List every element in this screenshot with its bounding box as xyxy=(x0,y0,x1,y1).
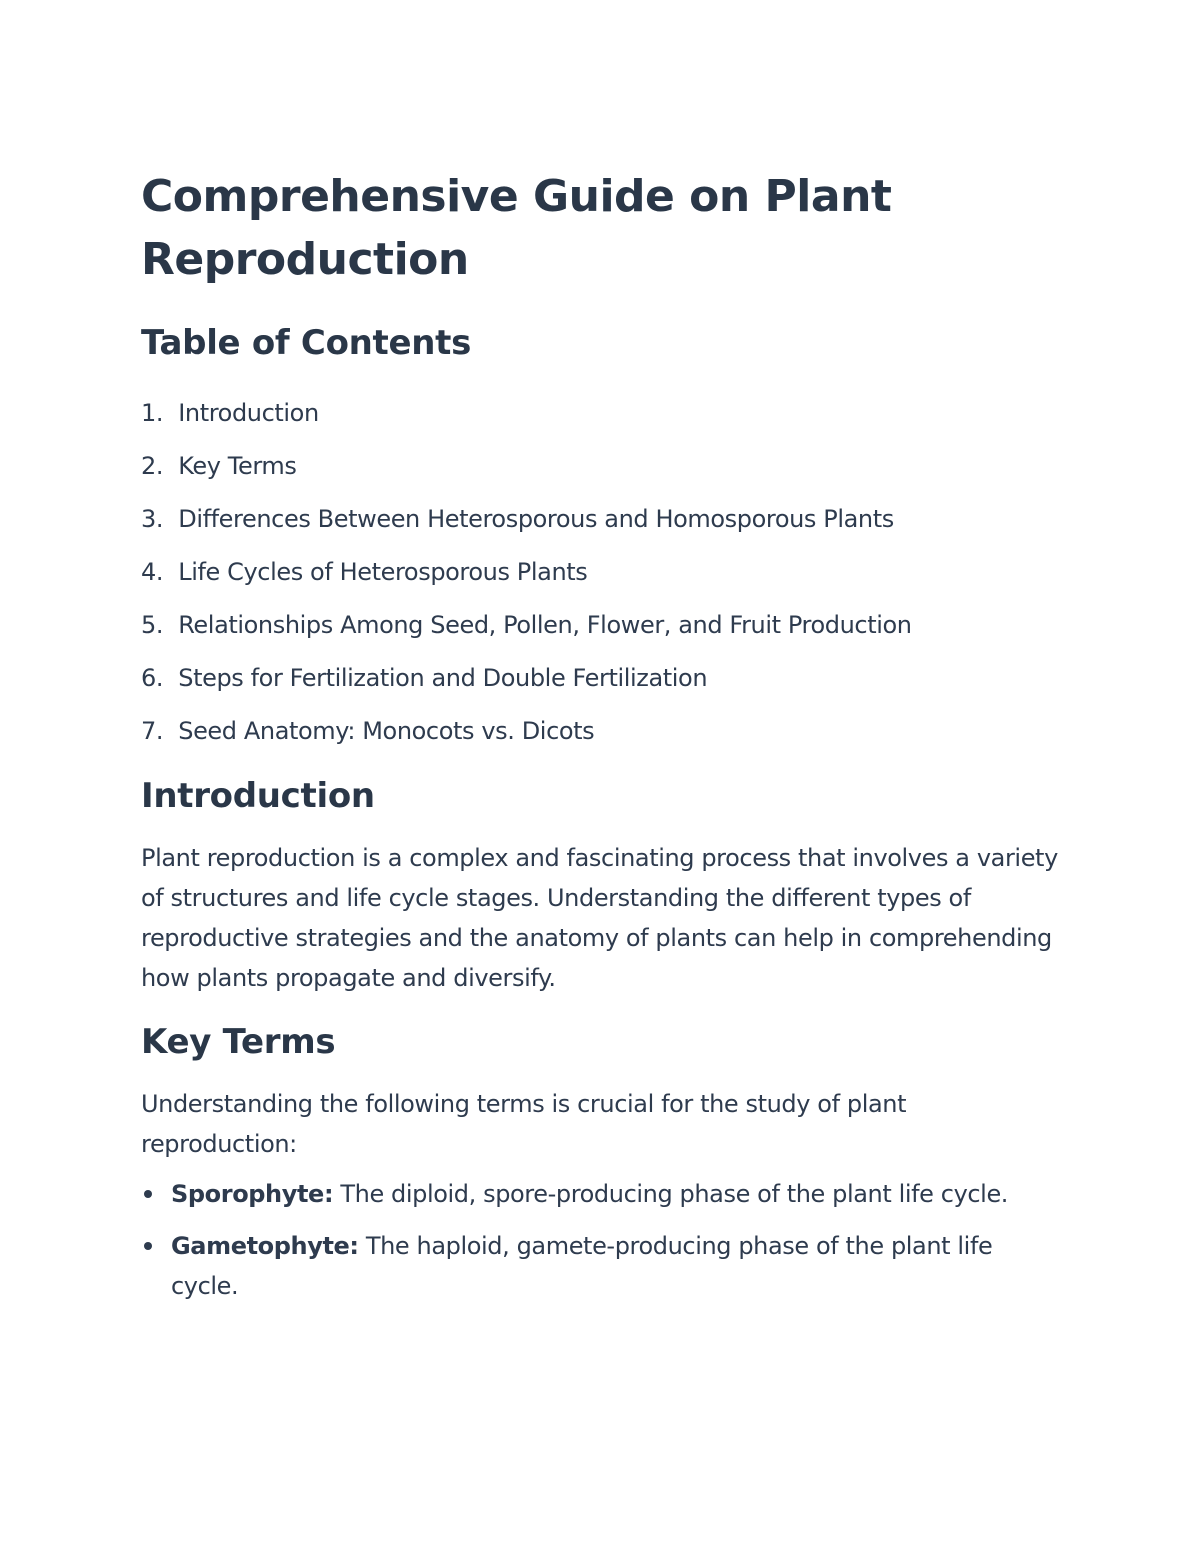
toc-item-label: Seed Anatomy: Monocots vs. Dicots xyxy=(178,717,595,745)
introduction-heading: Introduction xyxy=(141,776,375,816)
toc-item-label: Introduction xyxy=(178,399,319,427)
toc-item xyxy=(141,546,1061,599)
toc-item-number: 4. xyxy=(141,558,164,586)
toc-item-number: 6. xyxy=(141,664,164,692)
introduction-paragraph: Plant reproduction is a complex and fascinating process that involves a variety of structures and life cycle stages. Understanding the different types of reproductive strategies and the anatomy of plants can help in comprehending how plants propagate and diversify. xyxy=(141,844,1058,992)
key-term-name: Sporophyte: xyxy=(171,1180,334,1208)
key-term-definition: The haploid, gamete-producing phase of the plant life cycle. xyxy=(171,1232,993,1300)
toc-heading: Table of Contents xyxy=(141,323,472,363)
bullet-icon xyxy=(144,1242,152,1250)
key-term-definition: The diploid, spore-producing phase of the plant life cycle. xyxy=(333,1180,1009,1208)
toc-item-label: Relationships Among Seed, Pollen, Flower, and Fruit Production xyxy=(178,611,912,639)
document-title: Comprehensive Guide on Plant Reproduction xyxy=(141,171,892,285)
key-terms-list xyxy=(141,1174,1061,1306)
key-term-item xyxy=(141,1226,1061,1306)
toc-item-label: Differences Between Heterosporous and Homosporous Plants xyxy=(178,505,894,533)
bullet-icon xyxy=(144,1190,152,1198)
key-terms-intro: Understanding the following terms is crucial for the study of plant reproduction: xyxy=(141,1090,907,1158)
toc-item-number: 1. xyxy=(141,399,164,427)
key-terms-heading: Key Terms xyxy=(141,1022,336,1062)
toc-item-number: 5. xyxy=(141,611,164,639)
toc-item-number: 3. xyxy=(141,505,164,533)
toc-item xyxy=(141,599,1061,652)
toc-list xyxy=(141,387,1061,758)
key-term-item xyxy=(141,1174,1061,1214)
toc-item xyxy=(141,705,1061,758)
toc-item-number: 7. xyxy=(141,717,164,745)
toc-item-number: 2. xyxy=(141,452,164,480)
toc-item xyxy=(141,387,1061,440)
document-page xyxy=(141,165,1061,1318)
toc-item-label: Key Terms xyxy=(178,452,297,480)
toc-item xyxy=(141,652,1061,705)
toc-item-label: Life Cycles of Heterosporous Plants xyxy=(178,558,588,586)
toc-item xyxy=(141,493,1061,546)
toc-item xyxy=(141,440,1061,493)
key-term-name: Gametophyte: xyxy=(171,1232,359,1260)
toc-item-label: Steps for Fertilization and Double Fertilization xyxy=(178,664,708,692)
